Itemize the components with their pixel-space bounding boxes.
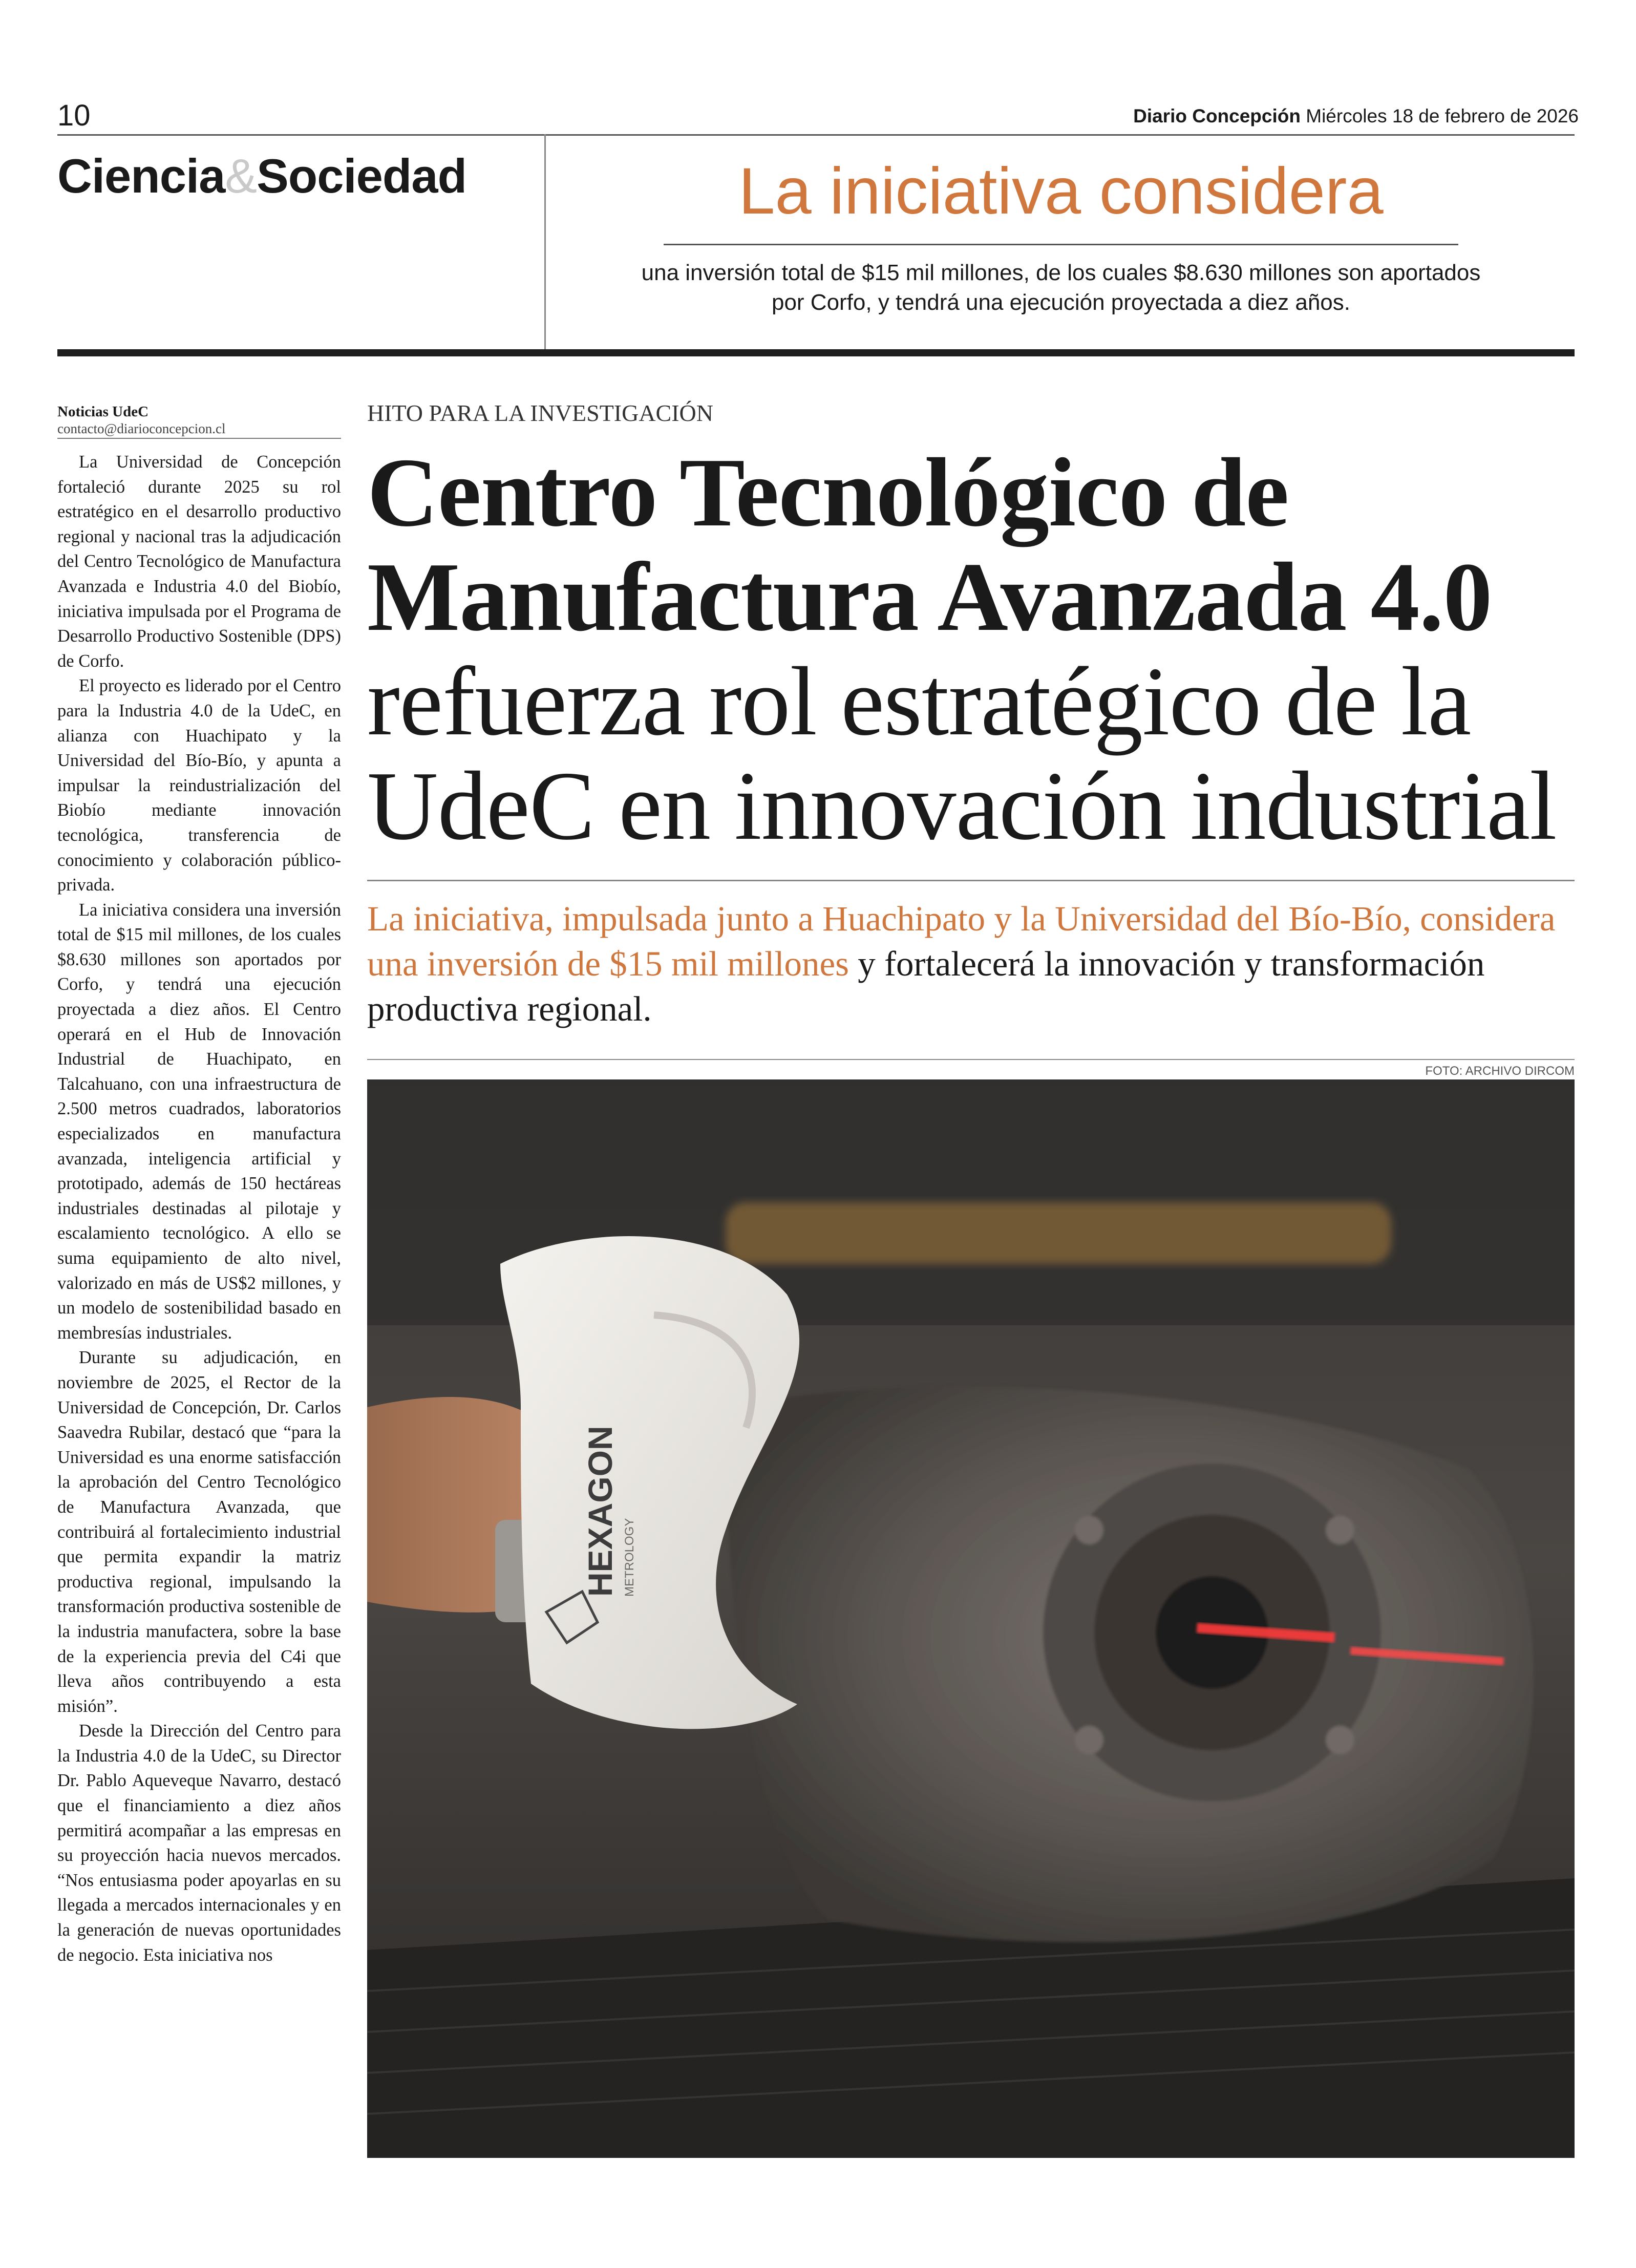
- publication-date: Miércoles 18 de febrero de 2026: [1306, 105, 1579, 126]
- device-brand-sub: METROLOGY: [623, 1518, 636, 1597]
- publication-name: Diario Concepción: [1133, 105, 1301, 126]
- body-paragraph: Desde la Dirección del Centro para la Industria 4.0 de la UdeC, su Director Dr. Pablo Aqueveque Navarro, destacó que el financiamiento a diez años permitirá acompañar a las empresas en su proyección hacia nuevos mercados. “Nos entusiasma poder apoyarlas en su llegada a mercados internacionales y en la generación de nuevas oportunidades de negocio. Esta iniciativa nos: [57, 1721, 341, 1965]
- highlight-text: una inversión total de $15 mil millones, de los cuales $8.630 millones son aportados por Corfo, y tendrá una ejecución proyectada a diez años.: [641, 260, 1481, 315]
- lead-accent: La iniciativa, impulsada junto a Huachipato y la Universidad del Bío-Bío, considera una inversión de $15 mil millones: [367, 899, 1556, 983]
- article-headline: [367, 440, 1576, 858]
- article-photo: [367, 1079, 1575, 2158]
- section-title: [57, 149, 466, 204]
- article-body: [57, 450, 341, 2104]
- headline-regular: refuerza rol estratégico de la UdeC en innovación industrial: [367, 647, 1557, 860]
- byline-label: Noticias UdeC: [57, 404, 149, 420]
- highlight-rule: [664, 244, 1458, 245]
- page-number: 10: [57, 99, 91, 132]
- article-lead: [367, 896, 1575, 1031]
- lead-rule: [367, 880, 1575, 881]
- body-paragraph: El proyecto es liderado por el Centro para la Industria 4.0 de la UdeC, en alianza con Huachipato y la Universidad del Bío-Bío, y apunta a impulsar la reindustrialización del Biobío mediante innovación tecnológica, transferencia de conocimiento y colaboración público-privada.: [57, 676, 341, 895]
- body-paragraph: La Universidad de Concepción fortaleció durante 2025 su rol estratégico en el desarrollo productivo regional y nacional tras la adjudicación del Centro Tecnológico de Manufactura Avanzada e Industria 4.0 del Biobío, iniciativa impulsada por el Programa de Desarrollo Productivo Sostenible (DPS) de Corfo.: [57, 452, 341, 671]
- lead-rest: y fortalecerá la innovación y transformación productiva regional.: [367, 944, 1485, 1028]
- byline-email: contacto@diarioconcepcion.cl: [57, 421, 226, 436]
- top-rule: [57, 134, 1575, 136]
- photo-rule: [367, 1059, 1575, 1060]
- headline-bold: Centro Tecnológico de Manufactura Avanzada 4.0: [367, 438, 1492, 651]
- engine-part: [726, 1387, 1534, 1942]
- byline-rule: [57, 438, 341, 439]
- photo-credit: FOTO: ARCHIVO DIRCOM: [1425, 1064, 1575, 1078]
- body-paragraph: Durante su adjudicación, en noviembre de 2025, el Rector de la Universidad de Concepción, Dr. Carlos Saavedra Rubilar, destacó que “para la Universidad es una enorme satisfacción la aprobación del Centro Tecnológico de Manufactura Avanzada, que contribuirá al fortalecimiento industrial que permita expandir la matriz productiva regional, impulsando la transformación productiva sostenible de la industria manufactera, sobre la base de la experiencia previa del C4i que lleva años contribuyendo a esta misión”.: [57, 1348, 341, 1716]
- section-title-right: Sociedad: [257, 149, 466, 203]
- highlight-title: La iniciativa considera: [738, 155, 1384, 228]
- header-thick-rule: [57, 349, 1575, 356]
- masthead: [1133, 105, 1579, 127]
- body-paragraph: La iniciativa considera una inversión total de $15 mil millones, de los cuales $8.630 millones son aportados por Corfo, y tendrá una ejecución proyectada a diez años. El Centro operará en el Hub de Innovación Industrial de Huachipato, en Talcahuano, con una infraestructura de 2.500 metros cuadrados, laboratorios especializados en manufactura avanzada, inteligencia artificial y prototipado, además de 150 hectáreas industriales destinadas al pilotaje y escalamiento tecnológico. A ello se suma equipamiento de alto nivel, valorizado en más de US$2 millones, y un modelo de sostenibilidad basado en membresías industriales.: [57, 900, 341, 1343]
- section-title-amp: &: [225, 149, 257, 203]
- article-kicker: HITO PARA LA INVESTIGACIÓN: [367, 400, 713, 426]
- device-brand: HEXAGON: [581, 1426, 619, 1597]
- section-title-left: Ciencia: [57, 149, 225, 203]
- header-divider: [544, 134, 546, 349]
